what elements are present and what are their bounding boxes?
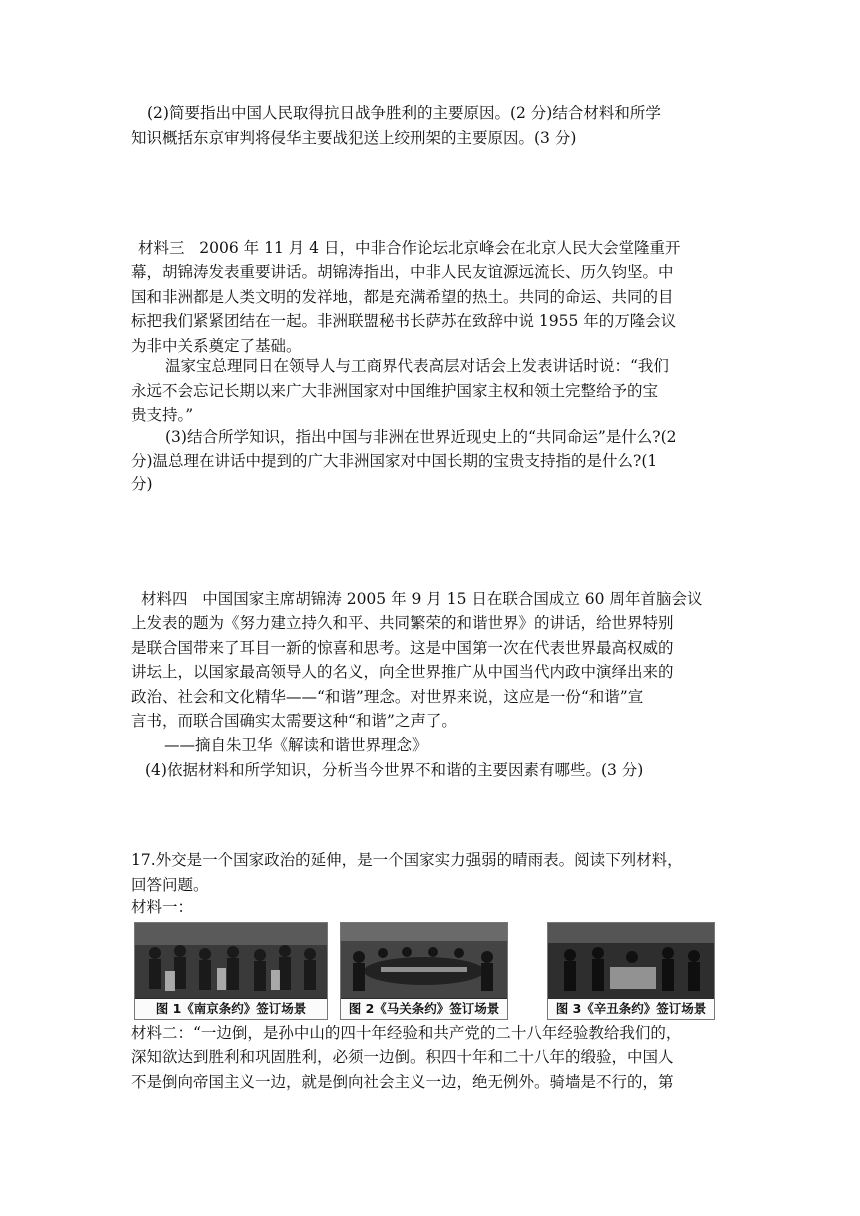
q17-line: 材料一： — [131, 898, 194, 916]
photo-caption: 图 2《马关条约》签订场景 — [341, 999, 507, 1019]
material4-line: 材料四 中国国家主席胡锦涛 2005 年 9 月 15 日在联合国成立 60 周年首脑会议 — [141, 590, 703, 608]
material4-source: ——摘自朱卫华《解读和谐世界理念》 — [164, 736, 428, 754]
material4-line: 讲坛上，以国家最高领导人的名义，向全世界推广从中国当代内政中演绎出来的 — [131, 663, 674, 681]
q17-line: 回答问题。 — [131, 876, 209, 894]
material3-line: 永远不会忘记长期以来广大非洲国家对中国维护国家主权和领土完整给予的宝 — [131, 382, 659, 400]
photo-nanjing-treaty — [134, 922, 328, 1020]
photo-xinchou-treaty — [547, 922, 715, 1020]
photo-caption: 图 1《南京条约》签订场景 — [135, 999, 327, 1019]
q2-line-2: 知识概括东京审判将侵华主要战犯送上绞刑架的主要原因。(3 分) — [131, 129, 577, 147]
q4-line: (4)依据材料和所学知识，分析当今世界不和谐的主要因素有哪些。(3 分) — [145, 761, 644, 779]
material3-line: 材料三 2006 年 11 月 4 日，中非合作论坛北京峰会在北京人民大会堂隆重开 — [138, 239, 681, 257]
material3-line: 标把我们紧紧团结在一起。非洲联盟秘书长萨苏在致辞中说 1955 年的万隆会议 — [131, 312, 677, 330]
material4-line: 是联合国带来了耳目一新的惊喜和思考。这是中国第一次在代表世界最高权威的 — [131, 639, 674, 657]
material2-line: 不是倒向帝国主义一边，就是倒向社会主义一边，绝无例外。骑墙是不行的，第 — [131, 1073, 674, 1091]
q3-line: 分) — [131, 475, 153, 493]
material3-line: 贵支持。” — [131, 406, 194, 424]
signing-photo-icon — [135, 923, 327, 998]
material3-line: 国和非洲都是人类文明的发祥地，都是充满希望的热土。共同的命运、共同的目 — [131, 288, 674, 306]
q17-line: 17.外交是一个国家政治的延伸，是一个国家实力强弱的晴雨表。阅读下列材料， — [131, 851, 683, 869]
signing-photo-icon — [548, 923, 714, 998]
q3-line: (3)结合所学知识，指出中国与非洲在世界近现史上的“共同命运”是什么?(2 — [165, 428, 677, 446]
q3-line: 分)温总理在讲话中提到的广大非洲国家对中国长期的宝贵支持指的是什么?(1 — [131, 452, 658, 470]
material4-line: 上发表的题为《努力建立持久和平、共同繁荣的和谐世界》的讲话，给世界特别 — [131, 614, 674, 632]
material4-line: 言书，而联合国确实太需要这种“和谐”之声了。 — [131, 712, 457, 730]
material2-line: 深知欲达到胜利和巩固胜利，必须一边倒。积四十年和二十八年的缎验，中国人 — [131, 1048, 674, 1066]
signing-photo-icon — [341, 923, 507, 998]
material3-line: 为非中关系奠定了基础。 — [131, 337, 302, 355]
material2-line: 材料二：“一边倒，是孙中山的四十年经验和共产党的二十八年经验教给我们的， — [131, 1024, 682, 1042]
photo-caption: 图 3《辛丑条约》签订场景 — [548, 999, 714, 1019]
material3-line: 幕，胡锦涛发表重要讲话。胡锦涛指出，中非人民友谊源远流长、历久钧坚。中 — [131, 263, 674, 281]
material4-line: 政治、社会和文化精华——“和谐”理念。对世界来说，这应是一份“和谐”宣 — [131, 688, 644, 706]
material3-line: 温家宝总理同日在领导人与工商界代表高层对话会上发表讲话时说：“我们 — [165, 357, 669, 375]
q2-line-1: (2)简要指出中国人民取得抗日战争胜利的主要原因。(2 分)结合材料和所学 — [147, 104, 661, 122]
photo-maguan-treaty — [340, 922, 508, 1020]
